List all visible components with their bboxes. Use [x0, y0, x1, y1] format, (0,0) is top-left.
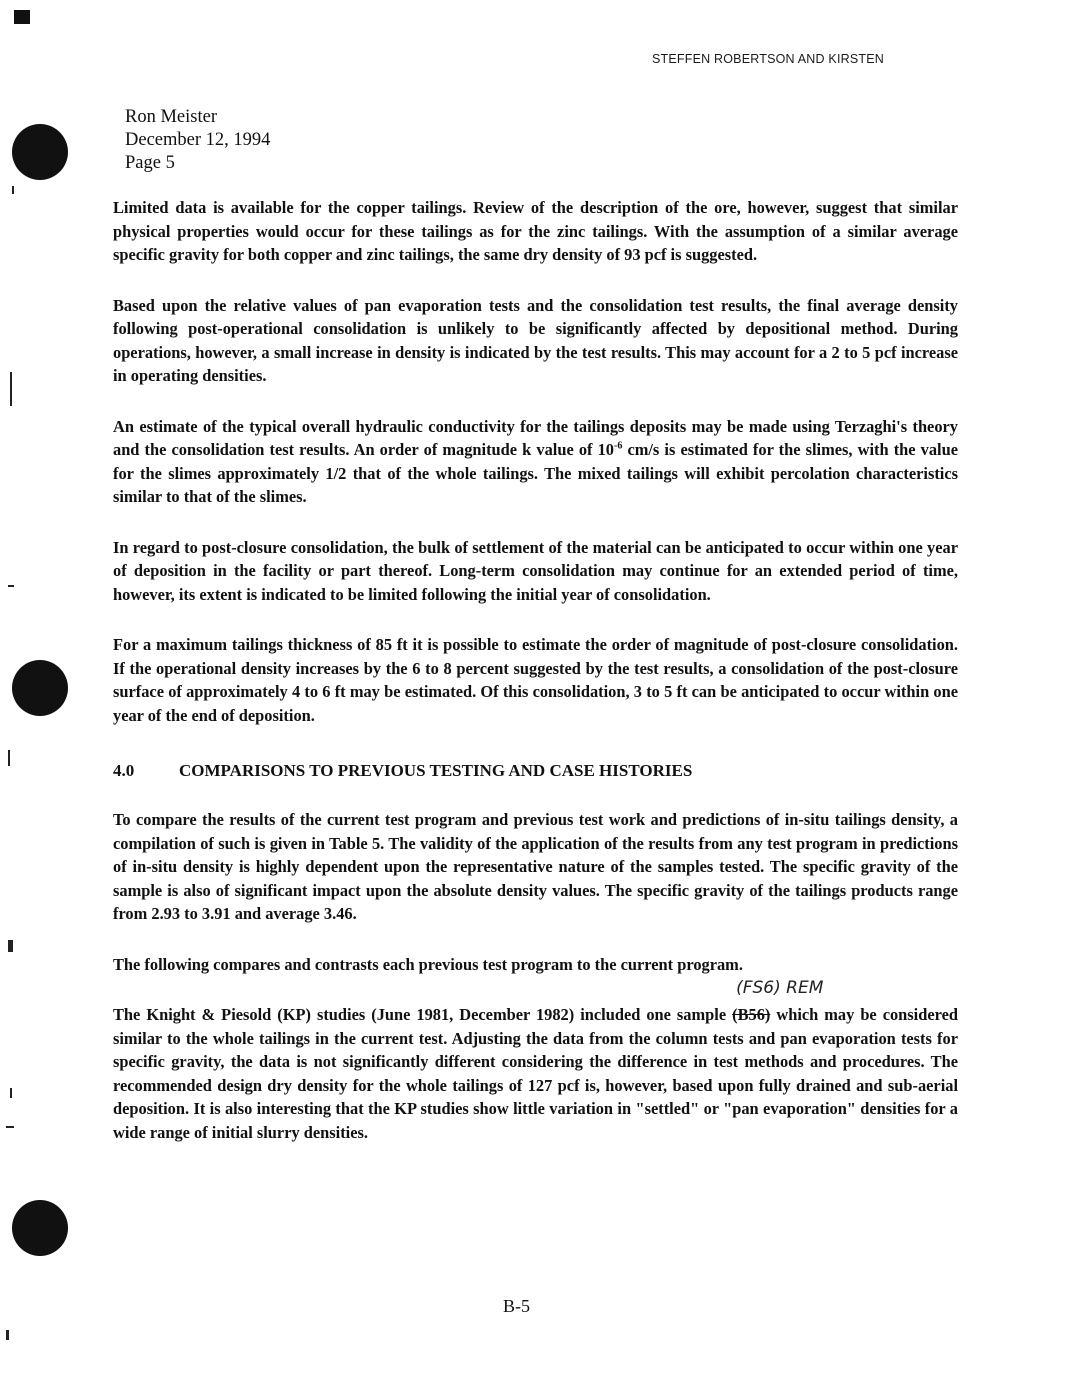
punch-hole-middle	[12, 660, 68, 716]
struck-sample-id: (B56)	[732, 1005, 771, 1024]
conductivity-exponent: -6	[614, 440, 623, 452]
kp-text-before: The Knight & Piesold (KP) studies (June 1981, December 1982) included one sample	[113, 1005, 733, 1024]
letter-body	[113, 196, 958, 1171]
kp-text-after: which may be considered similar to the whole tailings in the current test. Adjusting the data from the column tests and pan evaporation tests for specific gravity, the data is not significantly different considering the difference in test methods and procedures. The recommended design dry density for the whole tailings of 127 pcf is, however, based upon fully drained and sub-aerial deposition. It is also interesting that the KP studies show little variation in "settled" or "pan evaporation" densities for a wide range of initial slurry densities.	[113, 1005, 958, 1142]
paragraph-knight-piesold	[113, 978, 958, 1144]
letter-heading	[125, 106, 270, 175]
conductivity-text-before: An estimate of the typical overall hydraulic conductivity for the tailings deposits may be made using Terzaghi's theory and the consolidation test results. An order of magnitude k value of 10	[113, 416, 958, 459]
paragraph-density-method: Based upon the relative values of pan evaporation tests and the consolidation test results, the final average density following post-operational consolidation is unlikely to be significantly affected by depositional method. During operations, however, a small increase in density is indicated by the test results. This may account for a 2 to 5 pcf increase in operating densities.	[113, 295, 958, 385]
scan-artifact	[10, 372, 12, 406]
section-heading	[113, 761, 958, 781]
handwritten-note: (FS6) REM	[736, 978, 824, 998]
scan-artifact	[6, 1330, 9, 1340]
paragraph-copper-tailings: Limited data is available for the copper tailings. Review of the description of the ore, however, suggest that similar physical properties would occur for these tailings as for the zinc tailings. With the assumption of a similar average specific gravity for both copper and zinc tailings, the same dry density of 93 pcf is suggested.	[113, 198, 958, 264]
paragraph-post-closure: In regard to post-closure consolidation, the bulk of settlement of the material can be anticipated to occur within one year of deposition in the facility or part thereof. Long-term consolidation may continue for an extended period of time, however, its extent is indicated to be limited following the initial year of consolidation.	[113, 537, 958, 604]
paragraph-hydraulic-conductivity	[113, 415, 958, 509]
scan-corner-mark	[14, 10, 30, 24]
punch-hole-bottom	[12, 1200, 68, 1256]
paragraph-max-thickness: For a maximum tailings thickness of 85 ft it is possible to estimate the order of magnitude of post-closure consolidation. If the operational density increases by the 6 to 8 percent suggested by the test results, a consolidation of the post-closure surface of approximately 4 to 6 ft may be estimated. Of this consolidation, 3 to 5 ft can be anticipated to occur within one year of the end of deposition.	[113, 635, 958, 725]
section-title: COMPARISONS TO PREVIOUS TESTING AND CASE HISTORIES	[179, 761, 693, 780]
scan-artifact	[6, 1126, 14, 1128]
sample-annotation	[732, 978, 824, 1027]
firm-header: STEFFEN ROBERTSON AND KIRSTEN	[652, 52, 884, 66]
scan-artifact	[8, 585, 14, 587]
paragraph-comparison-lead: The following compares and contrasts each previous test program to the current program.	[113, 954, 743, 974]
scan-artifact	[8, 940, 13, 952]
scan-artifact	[12, 186, 14, 194]
page-number: B-5	[503, 1296, 530, 1316]
letter-date: December 12, 1994	[125, 130, 271, 150]
paragraph-comparison-intro: To compare the results of the current test program and previous test work and predictions of in-situ tailings density, a compilation of such is given in Table 5. The validity of the application of the results from any test program in predictions of in-situ density is highly dependent upon the representative nature of the samples tested. The specific gravity of the sample is also of significant impact upon the absolute density values. The specific gravity of the tailings products range from 2.93 to 3.91 and average 3.46.	[113, 810, 958, 923]
punch-hole-top	[12, 124, 68, 180]
conductivity-text-after: cm/s is estimated for the slimes, with the value for the slimes approximately 1/2 that of the whole tailings. The mixed tailings will exhibit percolation characteristics similar to that of the slimes.	[113, 440, 958, 506]
scan-artifact	[8, 750, 10, 766]
recipient-name: Ron Meister	[125, 107, 217, 127]
section-number: 4.0	[113, 761, 135, 780]
letter-page: Page 5	[125, 153, 175, 173]
scan-artifact	[10, 1088, 12, 1098]
